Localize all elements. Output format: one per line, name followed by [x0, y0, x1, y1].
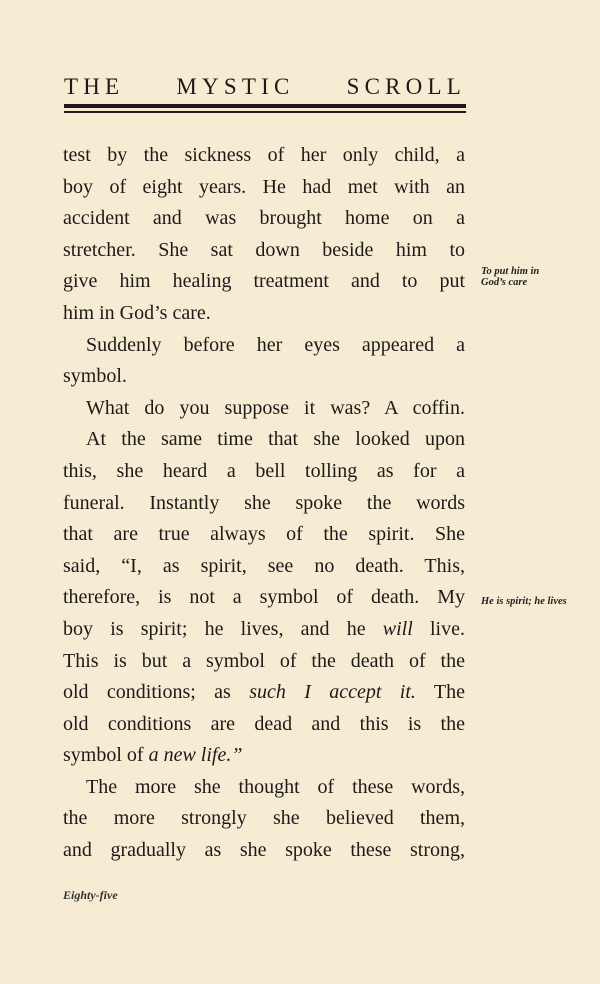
- text-segment: symbol of: [63, 744, 149, 767]
- text-line: [63, 235, 465, 267]
- italic-text: will: [382, 617, 413, 640]
- text-segment: What do you suppose it was? A coffin.: [86, 396, 465, 419]
- text-segment: old conditions; as: [63, 681, 250, 704]
- text-line: [63, 393, 465, 425]
- text-segment: this, she heard a bell tolling as for a: [63, 459, 465, 482]
- text-line: [63, 519, 465, 551]
- text-line: [63, 424, 465, 456]
- text-segment: test by the sickness of her only child, a: [63, 144, 465, 166]
- text-segment: the more strongly she believed them,: [63, 807, 465, 830]
- text-segment: The: [415, 681, 466, 704]
- text-line: [63, 614, 465, 646]
- running-head-word: SCROLL: [346, 74, 466, 99]
- text-segment: funeral. Instantly she spoke the words: [63, 491, 465, 514]
- text-line: [63, 330, 465, 362]
- margin-note-spirit: He is spirit; he lives: [481, 596, 567, 607]
- italic-text: a new life.”: [148, 744, 243, 767]
- text-line: [63, 803, 465, 835]
- text-line: [63, 740, 465, 772]
- text-line: [63, 709, 465, 741]
- page-number: Eighty-five: [63, 888, 118, 902]
- text-segment: that are true always of the spirit. She: [63, 523, 465, 546]
- text-line: [63, 646, 465, 678]
- text-line: [63, 140, 465, 172]
- text-segment: The more she thought of these words,: [86, 775, 465, 798]
- text-line: [63, 835, 465, 867]
- text-segment: accident and was brought home on a: [63, 207, 465, 230]
- text-segment: boy is spirit; he lives, and he: [63, 617, 383, 640]
- text-line: [63, 456, 465, 488]
- text-segment: symbol.: [63, 365, 127, 388]
- text-segment: At the same time that she looked upon: [86, 428, 465, 451]
- text-line: [63, 551, 465, 583]
- header-rule-thick: [64, 104, 466, 108]
- text-segment: boy of eight years. He had met with an: [63, 175, 465, 198]
- text-line: [63, 203, 465, 235]
- text-line: [63, 488, 465, 520]
- text-segment: said, “I, as spirit, see no death. This,: [63, 554, 465, 577]
- running-head-word: MYSTIC: [176, 74, 295, 99]
- running-head: [64, 74, 466, 100]
- body-text: [63, 140, 465, 867]
- text-segment: give him healing treatment and to put: [63, 270, 465, 293]
- margin-note-gods-care: [481, 266, 539, 288]
- text-segment: old conditions are dead and this is the: [63, 712, 465, 735]
- text-line: [63, 172, 465, 204]
- text-segment: live.: [412, 617, 465, 640]
- margin-note-line: To put him in: [481, 266, 540, 277]
- text-line: [63, 677, 465, 709]
- text-segment: This is but a symbol of the death of the: [63, 649, 465, 672]
- text-line: [63, 298, 465, 330]
- text-line: [63, 266, 465, 298]
- text-segment: therefore, is not a symbol of death. My: [63, 586, 465, 609]
- italic-text: such I accept it.: [249, 681, 416, 704]
- header-rule-thin: [64, 111, 466, 113]
- text-segment: stretcher. She sat down beside him to: [63, 238, 465, 261]
- margin-note-line: God’s care: [481, 277, 528, 288]
- text-segment: Suddenly before her eyes appeared a: [86, 333, 465, 356]
- text-segment: and gradually as she spoke these strong,: [63, 839, 465, 862]
- text-line: [63, 772, 465, 804]
- text-line: [63, 582, 465, 614]
- text-segment: him in God’s care.: [63, 301, 211, 324]
- running-head-word: THE: [64, 74, 125, 99]
- text-line: [63, 361, 465, 393]
